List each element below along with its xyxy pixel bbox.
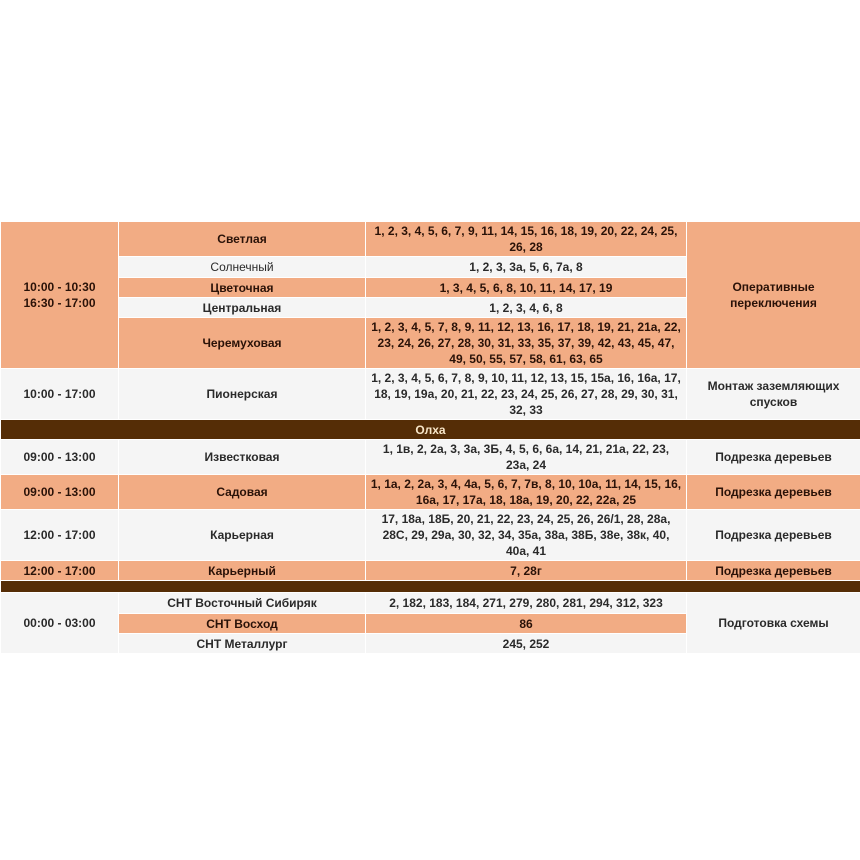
section-title (1, 581, 860, 593)
table-row (1, 510, 860, 561)
houses-cell: 1, 2, 3, 3а, 5, 6, 7а, 8 (366, 257, 687, 278)
street-cell: СНТ Металлург (119, 634, 366, 654)
time-cell: 10:00 - 17:00 (1, 369, 119, 420)
work-type-cell: Подрезка деревьев (687, 440, 860, 475)
street-cell: Пионерская (119, 369, 366, 420)
work-type-cell: Подрезка деревьев (687, 561, 860, 581)
houses-cell: 17, 18а, 18Б, 20, 21, 22, 23, 24, 25, 26, 26/1, 28, 28а, 28С, 29, 29а, 30, 32, 34, 35а, 38а, 38Б, 38е, 38к, 40, 40а, 41 (366, 510, 687, 561)
time-cell: 00:00 - 03:00 (1, 593, 119, 654)
houses-cell: 1, 2, 3, 4, 5, 7, 8, 9, 11, 12, 13, 16, 17, 18, 19, 21, 21а, 22, 23, 24, 26, 27, 28, 30, 31, 33, 35, 37, 39, 42, 43, 45, 47, 49, 50, 55, 57, 58, 61, 63, 65 (366, 318, 687, 369)
time-cell: 09:00 - 13:00 (1, 440, 119, 475)
time-range-1: 10:00 - 10:30 (23, 280, 96, 294)
section-header-row (1, 420, 860, 440)
street-cell: Цветочная (119, 278, 366, 298)
houses-cell: 86 (366, 614, 687, 634)
table-row (1, 561, 860, 581)
houses-cell: 1, 2, 3, 4, 6, 8 (366, 298, 687, 318)
table-row (1, 475, 860, 510)
houses-cell: 1, 2, 3, 4, 5, 6, 7, 9, 11, 14, 15, 16, 18, 19, 20, 22, 24, 25, 26, 28 (366, 222, 687, 257)
table-row (1, 222, 860, 257)
houses-cell: 2, 182, 183, 184, 271, 279, 280, 281, 294, 312, 323 (366, 593, 687, 614)
street-cell: Карьерная (119, 510, 366, 561)
houses-cell: 1, 1в, 2, 2а, 3, 3а, 3Б, 4, 5, 6, 6а, 14, 21, 21а, 22, 23, 23а, 24 (366, 440, 687, 475)
street-cell: СНТ Восход (119, 614, 366, 634)
time-range-2: 16:30 - 17:00 (23, 296, 96, 310)
street-cell: Садовая (119, 475, 366, 510)
section-header-row (1, 581, 860, 593)
outage-schedule-table (0, 221, 860, 654)
street-cell: Черемуховая (119, 318, 366, 369)
houses-cell: 1, 2, 3, 4, 5, 6, 7, 8, 9, 10, 11, 12, 13, 15, 15а, 16, 16а, 17, 18, 19, 19а, 20, 21, 22, 23, 24, 25, 26, 27, 28, 29, 30, 31, 32, 33 (366, 369, 687, 420)
street-cell: Солнечный (119, 257, 366, 278)
work-type-cell: Монтаж заземляющих спусков (687, 369, 860, 420)
section-title: Олха (1, 420, 860, 440)
time-cell: 12:00 - 17:00 (1, 561, 119, 581)
houses-cell: 1, 1а, 2, 2а, 3, 4, 4а, 5, 6, 7, 7в, 8, 10, 10а, 11, 14, 15, 16, 16а, 17, 17а, 18, 18а, 19, 20, 22, 22а, 25 (366, 475, 687, 510)
time-cell: 12:00 - 17:00 (1, 510, 119, 561)
work-type-cell: Подрезка деревьев (687, 475, 860, 510)
street-cell: Известковая (119, 440, 366, 475)
work-type-cell: Подрезка деревьев (687, 510, 860, 561)
table-row (1, 440, 860, 475)
street-cell: Центральная (119, 298, 366, 318)
work-type-cell: Оперативные переключения (687, 222, 860, 369)
table-row (1, 369, 860, 420)
street-cell: СНТ Восточный Сибиряк (119, 593, 366, 614)
table-row (1, 593, 860, 614)
houses-cell: 1, 3, 4, 5, 6, 8, 10, 11, 14, 17, 19 (366, 278, 687, 298)
houses-cell: 245, 252 (366, 634, 687, 654)
street-cell: Карьерный (119, 561, 366, 581)
street-cell: Светлая (119, 222, 366, 257)
time-cell (1, 222, 119, 369)
time-cell: 09:00 - 13:00 (1, 475, 119, 510)
work-type-cell: Подготовка схемы (687, 593, 860, 654)
houses-cell: 7, 28г (366, 561, 687, 581)
